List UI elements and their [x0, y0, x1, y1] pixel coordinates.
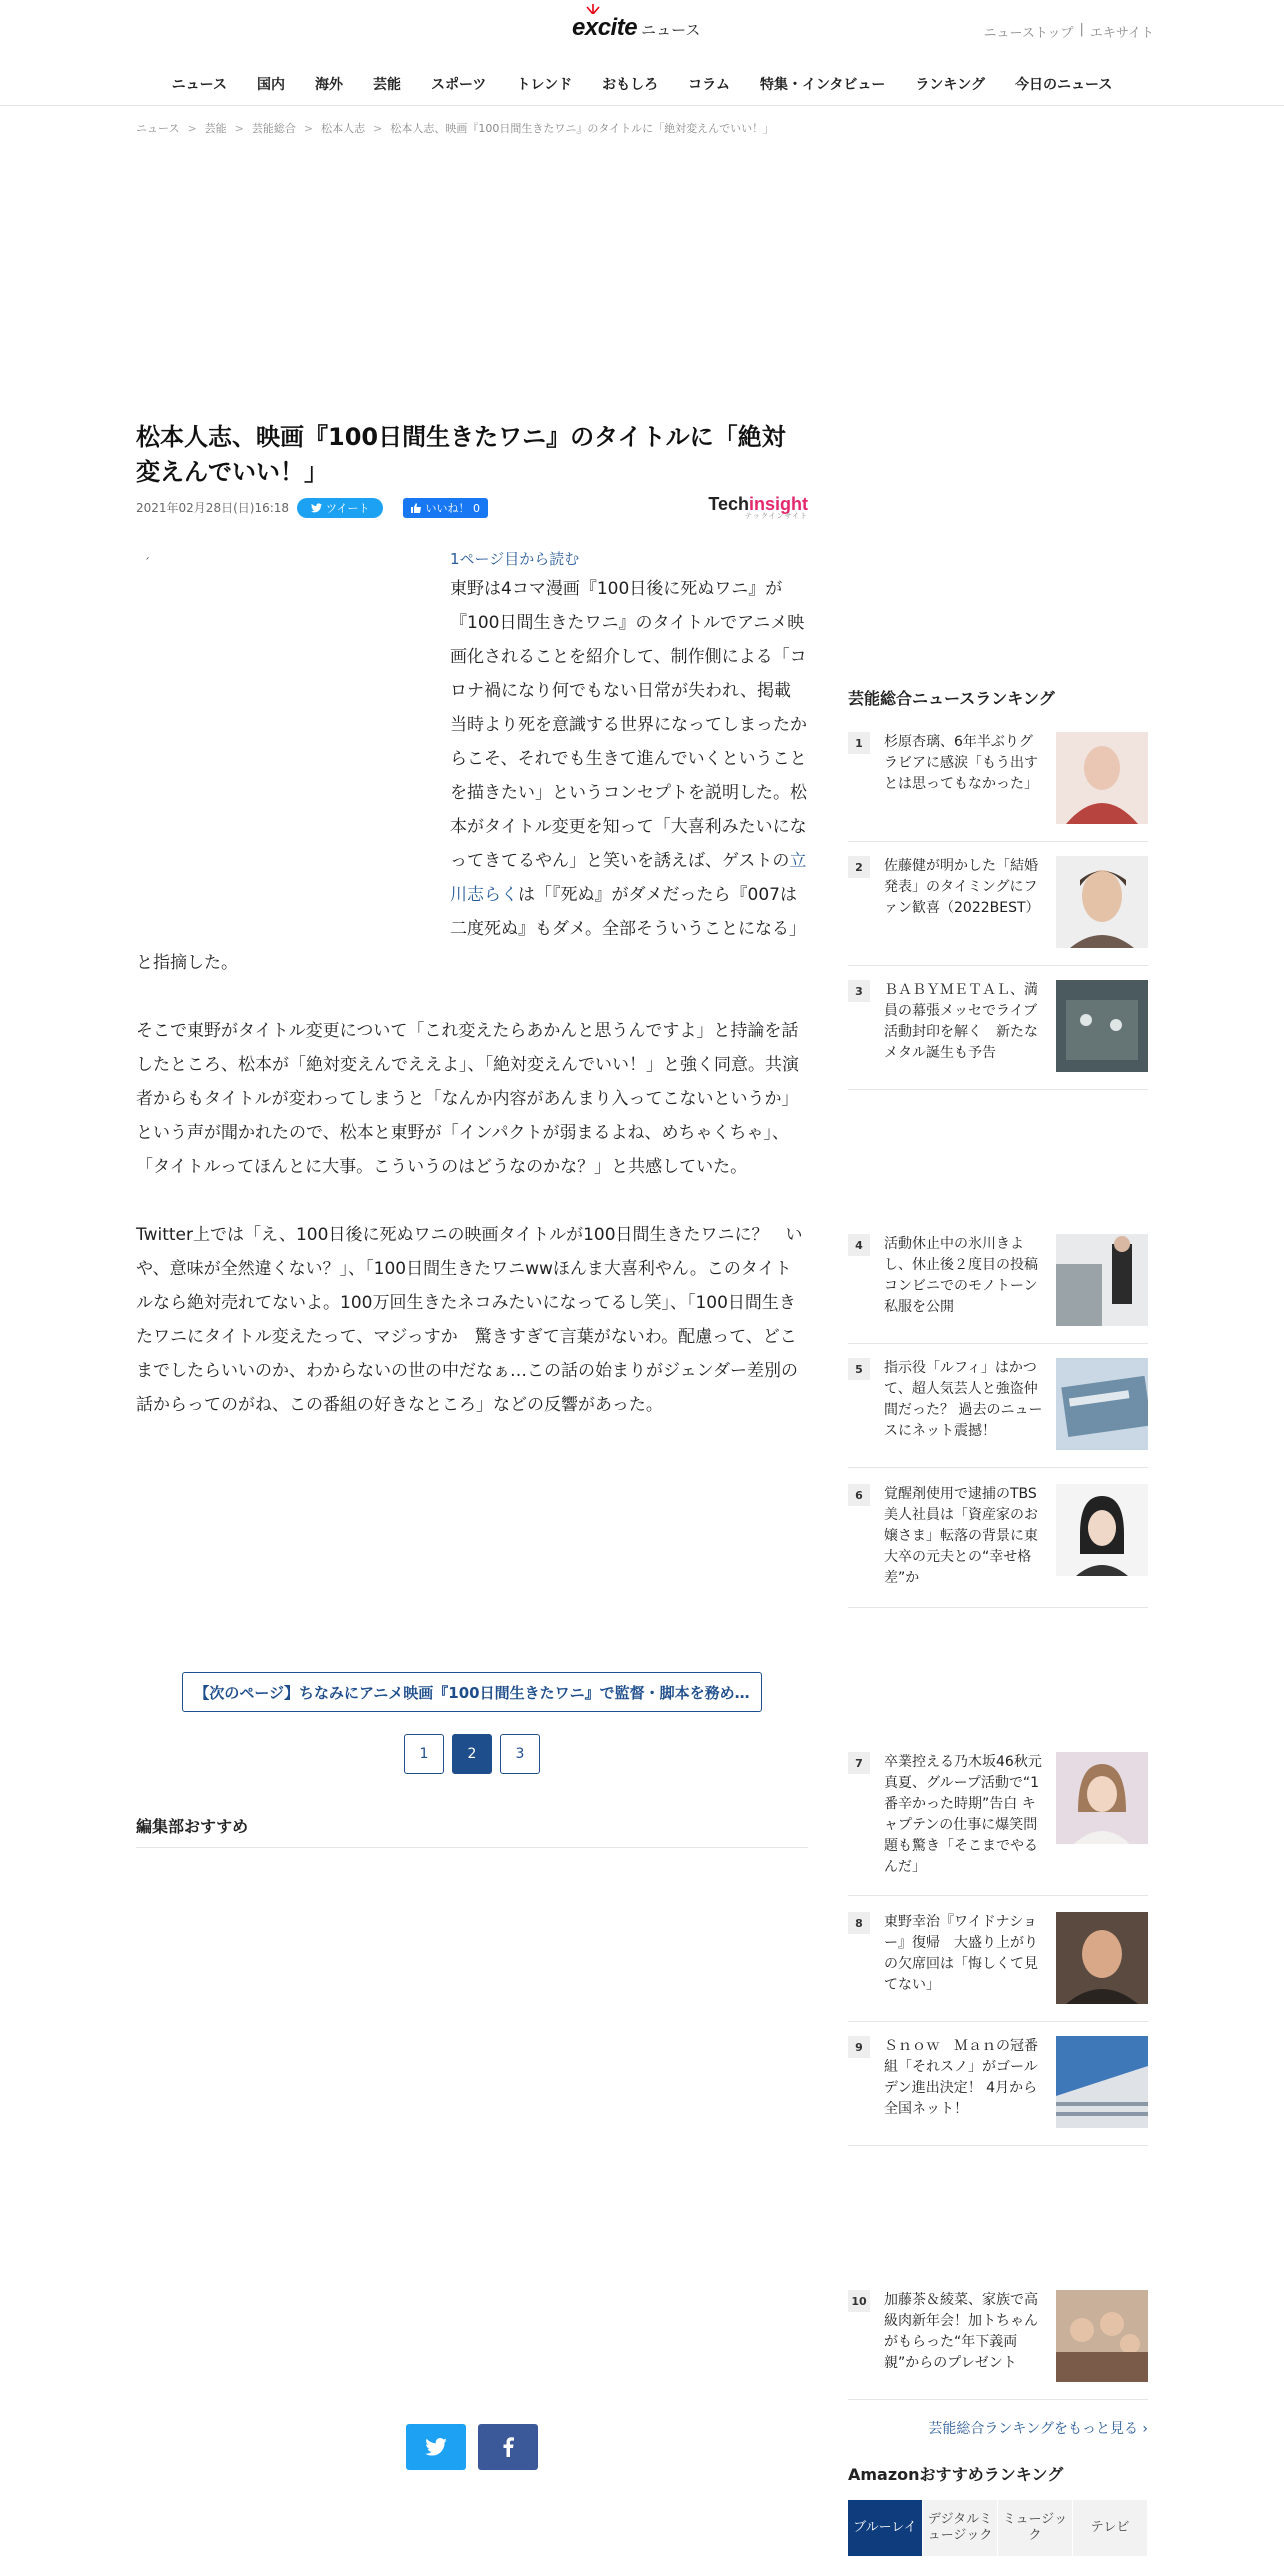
- ranking-item[interactable]: [848, 732, 1148, 842]
- ranking-title: 芸能総合ニュースランキング: [848, 689, 1055, 708]
- breadcrumb-separator: >: [234, 121, 244, 135]
- ranking-item[interactable]: [848, 1912, 1148, 2022]
- paragraph-text: は「『死ぬ』がダメだったら『007は二度死ぬ』もダメ。全部そういうことになる」と指摘した。: [136, 884, 806, 973]
- rank-thumbnail: [1056, 980, 1148, 1072]
- twitter-share-button[interactable]: [406, 2424, 466, 2470]
- tab-digital-music[interactable]: デジタルミュージック: [923, 2500, 998, 2556]
- twitter-icon: [425, 2438, 447, 2456]
- nav-item-ranking[interactable]: ランキング: [915, 77, 986, 93]
- rank-thumbnail: [1056, 2290, 1148, 2382]
- excite-news-logo[interactable]: [572, 14, 700, 42]
- image-placeholder-mark: ´: [144, 555, 150, 570]
- share-buttons: [406, 2424, 538, 2470]
- rank-headline: 覚醒剤使用で逮捕のTBS美人社員は「資産家のお嬢さま」転落の背景に東大卒の元夫との“幸せ格差”か: [884, 1486, 1038, 1586]
- read-first-page-link[interactable]: 1ページ目から読む: [450, 549, 580, 568]
- tab-bluray[interactable]: ブルーレイ: [848, 2500, 923, 2556]
- page-2-button[interactable]: 2: [452, 1734, 492, 1774]
- paragraph-text: そこで東野がタイトル変更について「これ変えたらあかんと思うんですよ」と持論を話したところ、松本が「絶対変えんでええよ」、「絶対変えんでいい！」と強く同意。共演者からもタイトルが変わってしまうと「なんか内容があんまり入ってこないというか」という声が聞かれたので、松本と東野が「インパクトが弱まるよね、めちゃくちゃ」、「タイトルってほんとに大事。こういうのはどうなのかな？」と共感していた。: [136, 1020, 799, 1177]
- breadcrumb-current: 松本人志、映画『100日間生きたワニ』のタイトルに「絶対変えんでいい！」: [390, 122, 775, 135]
- rank-headline: 加藤茶＆綾菜、家族で高級肉新年会！加トちゃんがもらった“年下義両親”からのプレゼント: [884, 2292, 1038, 2371]
- news-top-link[interactable]: ニューストップ: [983, 26, 1074, 41]
- header-links: [984, 22, 1154, 41]
- rank-headline: 指示役「ルフィ」はかつて、超人気芸人と強盗仲間だった？ 過去のニュースにネット震撼！: [884, 1360, 1043, 1439]
- rank-headline: 杉原杏璃、6年半ぶりグラビアに感涙「もう出すとは思ってもなかった」: [884, 734, 1038, 792]
- nav-item-funny[interactable]: おもしろ: [602, 77, 659, 93]
- rank-number: 8: [848, 1912, 870, 1934]
- rank-number: 7: [848, 1752, 870, 1774]
- tab-tv[interactable]: テレビ: [1073, 2500, 1148, 2556]
- rank-number: 9: [848, 2036, 870, 2058]
- rank-thumbnail: [1056, 1752, 1148, 1844]
- excite-link[interactable]: エキサイト: [1089, 26, 1154, 41]
- global-nav: [0, 66, 1284, 106]
- rank-number: 5: [848, 1358, 870, 1380]
- rank-thumbnail: [1056, 1358, 1148, 1450]
- tweet-button[interactable]: [297, 498, 383, 518]
- more-ranking-link[interactable]: 芸能総合ランキングをもっと見る ›: [928, 2421, 1148, 2437]
- article-date: 2021年02月28日(日)16:18: [136, 501, 290, 516]
- rank-number: 2: [848, 856, 870, 878]
- nav-item-column[interactable]: コラム: [688, 77, 730, 93]
- guest-name-link[interactable]: 立川志らく: [450, 850, 807, 905]
- ranking-item[interactable]: [848, 856, 1148, 966]
- nav-item-domestic[interactable]: 国内: [256, 77, 285, 93]
- amazon-tabs: [848, 2500, 1148, 2556]
- breadcrumb: [136, 120, 774, 136]
- breadcrumb-item[interactable]: ニュース: [136, 122, 180, 135]
- rank-thumbnail: [1056, 732, 1148, 824]
- article-paragraph: [136, 1218, 808, 1422]
- tab-music[interactable]: ミュージック: [998, 2500, 1073, 2556]
- ranking-item[interactable]: [848, 2036, 1148, 2146]
- rank-number: 6: [848, 1484, 870, 1506]
- logo-insight-text: insight: [749, 494, 808, 515]
- nav-item-entertainment[interactable]: 芸能: [372, 77, 401, 93]
- rank-thumbnail: [1056, 856, 1148, 948]
- rank-number: 4: [848, 1234, 870, 1256]
- nav-item-feature[interactable]: 特集・インタビュー: [759, 77, 886, 93]
- spark-icon: [586, 4, 600, 14]
- rank-thumbnail: [1056, 1912, 1148, 2004]
- breadcrumb-separator: >: [303, 121, 314, 135]
- like-button[interactable]: [403, 498, 488, 518]
- nav-item-sports[interactable]: スポーツ: [430, 77, 487, 93]
- page-3-button[interactable]: 3: [500, 1734, 540, 1774]
- techinsight-logo[interactable]: [708, 495, 808, 520]
- next-page-button[interactable]: 【次のページ】ちなみにアニメ映画『100日間生きたワニ』で監督・脚本を務め…: [182, 1672, 762, 1712]
- like-label: いいね！ 0: [425, 501, 480, 515]
- tweet-label: ツイート: [326, 501, 370, 515]
- nav-item-news[interactable]: ニュース: [171, 77, 227, 93]
- editor-recommend-heading: 編集部おすすめ: [136, 1814, 808, 1848]
- breadcrumb-item[interactable]: 芸能: [204, 122, 227, 135]
- pagination: [404, 1734, 540, 1774]
- article-image[interactable]: [136, 546, 450, 916]
- article-title: 松本人志、映画『100日間生きたワニ』のタイトルに「絶対変えんでいい！」: [136, 423, 786, 486]
- breadcrumb-separator: >: [187, 121, 197, 135]
- rank-number: 10: [848, 2290, 870, 2312]
- site-header: [0, 0, 1284, 62]
- facebook-share-button[interactable]: [478, 2424, 538, 2470]
- facebook-icon: [503, 2437, 514, 2457]
- rank-thumbnail: [1056, 1234, 1148, 1326]
- rank-headline: 佐藤健が明かした「結婚発表」のタイミングにファン歓喜（2022BEST）: [884, 858, 1040, 916]
- amazon-ranking-title: Amazonおすすめランキング: [848, 2465, 1064, 2484]
- rank-headline: 活動休止中の氷川きよし、休止後２度目の投稿 コンビニでのモノトーン私服を公開: [884, 1236, 1038, 1315]
- paragraph-text: 東野は4コマ漫画『100日後に死ぬワニ』が『100日間生きたワニ』のタイトルでアニメ映画化されることを紹介して、制作側による「コロナ禍になり何でもない日常が失われ、掲載当時より死を意識する世界になってしまったからこそ、それでも生きて進んでいくということを描きたい」というコンセプトを説明した。松本がタイトル変更を知って「大喜利みたいになってきてるやん」と笑いを誘えば、ゲストの: [450, 578, 807, 871]
- nav-item-today[interactable]: 今日のニュース: [1015, 77, 1113, 93]
- rank-thumbnail: [1056, 1484, 1148, 1576]
- page-1-button[interactable]: 1: [404, 1734, 444, 1774]
- logo-sub-text: テックインサイト: [744, 512, 808, 521]
- logo-tech-text: Tech: [708, 494, 749, 515]
- logo-excite-text: excite: [572, 14, 638, 41]
- nav-item-overseas[interactable]: 海外: [314, 77, 343, 93]
- article: [136, 420, 808, 1456]
- nav-item-trend[interactable]: トレンド: [516, 77, 573, 93]
- rank-headline: ＢＡＢＹＭＥＴＡＬ、満員の幕張メッセでライブ活動封印を解く 新たなメタル誕生も予告: [884, 982, 1038, 1061]
- rank-headline: 卒業控える乃木坂46秋元真夏、グループ活動で“1番辛かった時期”告白 キャプテンの仕事に爆笑問題も驚き「そこまでやるんだ」: [884, 1754, 1042, 1875]
- rank-number: 1: [848, 732, 870, 754]
- ranking-item[interactable]: [848, 980, 1148, 1090]
- header-divider: |: [1079, 22, 1084, 37]
- twitter-bird-icon: [311, 503, 322, 513]
- ranking-item[interactable]: [848, 1752, 1148, 1896]
- paragraph-text: Twitter上では「え、100日後に死ぬワニの映画タイトルが100日間生きたワニに？ いや、意味が全然違くない？」、「100日間生きたワニwwほんま大喜利やん。このタイトルなら絶対売れてないよ。100万回生きたネコみたいになってるし笑」、「100日間生きたワニにタイトル変えたって、マジっすか 驚きすぎて言葉がないわ。配慮って、どこまでしたらいいのか、わからないの世の中だなぁ…この話の始まりがジェンダー差別の話からってのがね、この番組の好きなところ」などの反響があった。: [136, 1224, 803, 1415]
- breadcrumb-item[interactable]: 芸能総合: [251, 122, 296, 135]
- rank-headline: Ｓｎｏｗ Ｍａｎの冠番組「それスノ」がゴールデン進出決定！ 4月から全国ネット！: [884, 2038, 1038, 2117]
- rank-thumbnail: [1056, 2036, 1148, 2128]
- logo-news-text: ニュース: [641, 21, 701, 39]
- article-meta: [136, 496, 808, 520]
- thumbs-up-icon: [411, 503, 421, 513]
- breadcrumb-separator: >: [373, 121, 383, 135]
- rank-headline: 東野幸治『ワイドナショー』復帰 大盛り上がりの欠席回は「悔しくて見てない」: [884, 1914, 1038, 1993]
- article-body: [136, 546, 808, 1422]
- article-paragraph: [136, 1014, 808, 1184]
- ranking-item[interactable]: [848, 1358, 1148, 1468]
- breadcrumb-item[interactable]: 松本人志: [321, 122, 366, 135]
- ranking-item[interactable]: [848, 1484, 1148, 1608]
- rank-number: 3: [848, 980, 870, 1002]
- ranking-item[interactable]: [848, 1234, 1148, 1344]
- ranking-item[interactable]: [848, 2290, 1148, 2400]
